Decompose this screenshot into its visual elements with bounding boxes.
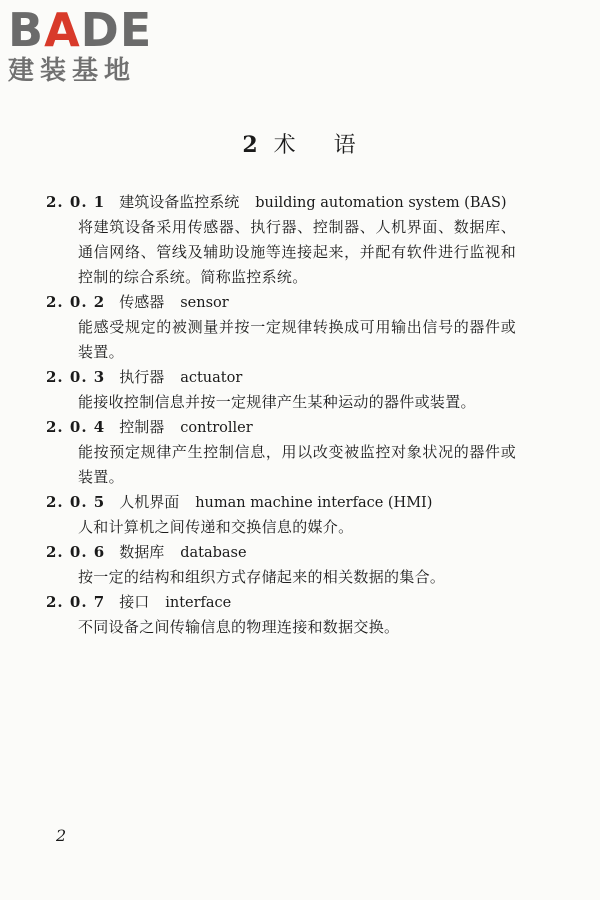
term-number: 2. 0. 5: [46, 493, 106, 511]
logo-wordmark-b: B: [8, 3, 45, 57]
term-definition: 将建筑设备采用传感器、执行器、控制器、人机界面、数据库、通信网络、管线及辅助设施等连接起来，并配有软件进行监视和控制的综合系统。简称监控系统。: [78, 218, 516, 286]
logo-wordmark-rest: DE: [80, 3, 153, 57]
term-chinese: 人机界面: [119, 493, 180, 511]
term-english: building automation system (BAS): [255, 195, 507, 211]
term-heading: [46, 415, 516, 440]
term-english: controller: [180, 420, 253, 436]
term-english: sensor: [180, 295, 229, 311]
term-chinese: 传感器: [119, 293, 165, 311]
term-heading: [46, 365, 516, 390]
term-chinese: 接口: [119, 593, 150, 611]
term-entry: [46, 290, 516, 365]
term-number: 2. 0. 2: [46, 293, 106, 311]
term-chinese: 控制器: [119, 418, 165, 436]
term-entry: [46, 415, 516, 490]
term-definition: 能感受规定的被测量并按一定规律转换成可用输出信号的器件或装置。: [78, 318, 516, 361]
logo-subtitle: 建装基地: [8, 56, 137, 86]
logo-wordmark: [8, 3, 153, 57]
logo-wordmark-accent: A: [44, 3, 81, 57]
term-chinese: 执行器: [119, 368, 165, 386]
term-heading: [46, 590, 516, 615]
term-number: 2. 0. 6: [46, 543, 106, 561]
term-definition: 能接收控制信息并按一定规律产生某种运动的器件或装置。: [78, 393, 476, 411]
term-entry: [46, 540, 516, 590]
chapter-title-part1: 术: [273, 133, 298, 158]
term-definition: 能按预定规律产生控制信息，用以改变被监控对象状况的器件或装置。: [78, 443, 516, 486]
term-number: 2. 0. 4: [46, 418, 106, 436]
term-number: 2. 0. 7: [46, 593, 106, 611]
chapter-title: [0, 128, 600, 159]
term-entry: [46, 490, 516, 540]
term-number: 2. 0. 3: [46, 368, 106, 386]
term-entry: [46, 590, 516, 640]
term-heading: [46, 290, 516, 315]
term-chinese: 建筑设备监控系统: [119, 193, 240, 211]
term-english: interface: [165, 595, 232, 611]
logo: [8, 3, 153, 86]
term-english: actuator: [180, 370, 243, 386]
term-heading: [46, 190, 516, 215]
term-entry: [46, 365, 516, 415]
term-heading: [46, 490, 516, 515]
terms-list: [46, 190, 516, 640]
term-number: 2. 0. 1: [46, 193, 106, 211]
term-definition: 人和计算机之间传递和交换信息的媒介。: [78, 518, 354, 536]
term-heading: [46, 540, 516, 565]
term-entry: [46, 190, 516, 290]
term-english: database: [180, 545, 247, 561]
chapter-title-part2: 语: [333, 133, 358, 158]
term-english: human machine interface (HMI): [195, 495, 433, 511]
page-number: 2: [56, 826, 67, 845]
chapter-number: 2: [242, 132, 260, 158]
term-chinese: 数据库: [119, 543, 165, 561]
term-definition: 不同设备之间传输信息的物理连接和数据交换。: [78, 618, 400, 636]
term-definition: 按一定的结构和组织方式存储起来的相关数据的集合。: [78, 568, 446, 586]
